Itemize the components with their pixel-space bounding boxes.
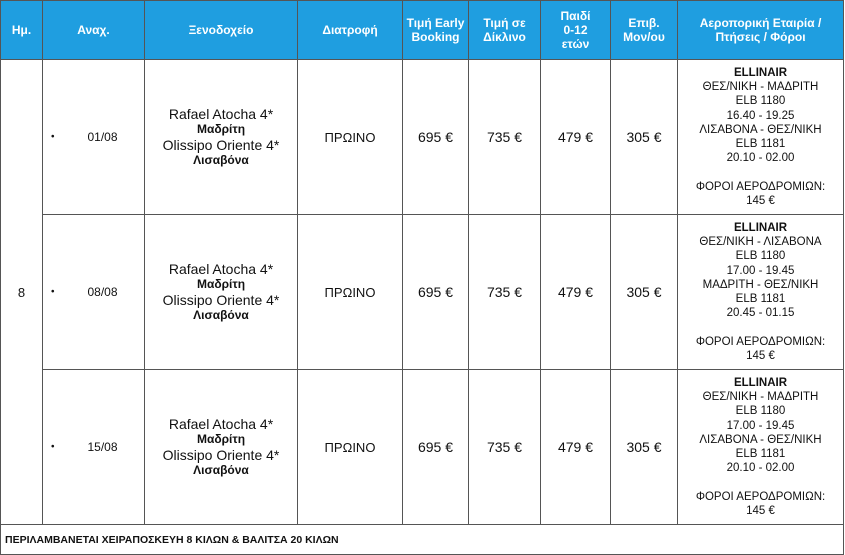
hotel-name: Rafael Atocha 4* — [168, 416, 274, 432]
airport-tax-label: ΦΟΡΟΙ ΑΕΡΟΔΡΟΜΙΩΝ: — [695, 180, 826, 193]
days-cell: 8 — [1, 60, 43, 525]
flight-line: 20.10 - 02.00 — [726, 152, 795, 165]
hotel-name: Olissipo Oriente 4* — [162, 292, 280, 308]
hotel-name: Rafael Atocha 4* — [168, 106, 274, 122]
departure-cell — [43, 215, 145, 370]
departure-date: 01/08 — [87, 130, 118, 144]
flight-cell — [678, 60, 844, 215]
airport-tax-value: 145 € — [746, 349, 775, 362]
airline-name: ELLINAIR — [733, 67, 788, 80]
flight-cell — [678, 215, 844, 370]
double-room-price: 735 € — [469, 370, 541, 525]
double-room-price: 735 € — [469, 215, 541, 370]
bullet-icon: • — [51, 131, 55, 143]
flight-line: ELB 1180 — [735, 250, 786, 263]
flight-line: ELB 1181 — [735, 448, 786, 461]
bullet-icon: • — [51, 286, 55, 298]
hotel-cell — [145, 370, 298, 525]
single-supplement: 305 € — [611, 215, 678, 370]
flight-line: ΜΑΔΡΙΤΗ - ΘΕΣ/ΝΙΚΗ — [702, 278, 819, 291]
header-days: Ημ. — [1, 1, 43, 60]
hotel-cell — [145, 60, 298, 215]
hotel-city: Λισαβόνα — [193, 308, 249, 322]
spacer — [678, 166, 843, 180]
header-departure: Αναχ. — [43, 1, 145, 60]
hotel-city: Μαδρίτη — [196, 277, 246, 291]
airport-tax-label: ΦΟΡΟΙ ΑΕΡΟΔΡΟΜΙΩΝ: — [695, 335, 826, 348]
hotel-city: Λισαβόνα — [193, 153, 249, 167]
flight-line: ELB 1181 — [735, 138, 786, 151]
early-booking-price: 695 € — [403, 60, 469, 215]
departure-cell — [43, 60, 145, 215]
table-row — [1, 370, 844, 525]
spacer — [678, 321, 843, 335]
flight-line: ΘΕΣ/ΝΙΚΗ - ΜΑΔΡΙΤΗ — [702, 391, 819, 404]
airline-name: ELLINAIR — [733, 222, 788, 235]
airline-name: ELLINAIR — [733, 377, 788, 390]
flight-line: ELB 1181 — [735, 293, 786, 306]
table-row — [1, 60, 844, 215]
early-booking-price: 695 € — [403, 215, 469, 370]
meal-cell: ΠΡΩΙΝΟ — [298, 60, 403, 215]
flight-line: ΘΕΣ/ΝΙΚΗ - ΛΙΣΑΒΟΝΑ — [699, 236, 822, 249]
flight-line: ELB 1180 — [735, 405, 786, 418]
flight-line: 17.00 - 19.45 — [726, 419, 795, 432]
header-meal: Διατροφή — [298, 1, 403, 60]
flight-line: 20.10 - 02.00 — [726, 462, 795, 475]
header-row — [1, 1, 844, 60]
hotel-name: Olissipo Oriente 4* — [162, 447, 280, 463]
flight-line: ELB 1180 — [735, 95, 786, 108]
child-price: 479 € — [541, 60, 611, 215]
header-single: Επιβ. Μον/ου — [611, 1, 678, 60]
header-early-booking: Τιμή Early Booking — [403, 1, 469, 60]
departure-date: 08/08 — [87, 285, 118, 299]
flight-line: 16.40 - 19.25 — [726, 109, 795, 122]
hotel-city: Λισαβόνα — [193, 463, 249, 477]
airport-tax-value: 145 € — [746, 504, 775, 517]
header-hotel: Ξενοδοχείο — [145, 1, 298, 60]
flight-cell — [678, 370, 844, 525]
early-booking-price: 695 € — [403, 370, 469, 525]
flight-line: 20.45 - 01.15 — [726, 307, 795, 320]
header-double: Τιμή σε Δίκλινο — [469, 1, 541, 60]
child-price: 479 € — [541, 215, 611, 370]
bullet-icon: • — [51, 441, 55, 453]
hotel-city: Μαδρίτη — [196, 432, 246, 446]
flight-line: ΘΕΣ/ΝΙΚΗ - ΜΑΔΡΙΤΗ — [702, 81, 819, 94]
table-row — [1, 215, 844, 370]
spacer — [678, 476, 843, 490]
flight-line: ΛΙΣΑΒΟΝΑ - ΘΕΣ/ΝΙΚΗ — [699, 123, 822, 136]
meal-cell: ΠΡΩΙΝΟ — [298, 370, 403, 525]
hotel-city: Μαδρίτη — [196, 122, 246, 136]
single-supplement: 305 € — [611, 60, 678, 215]
flight-line: ΛΙΣΑΒΟΝΑ - ΘΕΣ/ΝΙΚΗ — [699, 433, 822, 446]
child-price: 479 € — [541, 370, 611, 525]
double-room-price: 735 € — [469, 60, 541, 215]
meal-cell: ΠΡΩΙΝΟ — [298, 215, 403, 370]
departure-cell — [43, 370, 145, 525]
header-child: Παιδί 0-12 ετών — [541, 1, 611, 60]
luggage-note: ΠΕΡΙΛΑΜΒΑΝΕΤΑΙ ΧΕΙΡΑΠΟΣΚΕΥΗ 8 ΚΙΛΩΝ & ΒΑΛΙΤΣΑ 20 ΚΙΛΩΝ — [1, 525, 844, 555]
hotel-cell — [145, 215, 298, 370]
hotel-name: Olissipo Oriente 4* — [162, 137, 280, 153]
departure-date: 15/08 — [87, 440, 118, 454]
airport-tax-value: 145 € — [746, 194, 775, 207]
hotel-name: Rafael Atocha 4* — [168, 261, 274, 277]
airport-tax-label: ΦΟΡΟΙ ΑΕΡΟΔΡΟΜΙΩΝ: — [695, 490, 826, 503]
header-flights: Αεροπορική Εταιρία / Πτήσεις / Φόροι — [678, 1, 844, 60]
flight-line: 17.00 - 19.45 — [726, 264, 795, 277]
single-supplement: 305 € — [611, 370, 678, 525]
footer-row — [1, 525, 844, 555]
